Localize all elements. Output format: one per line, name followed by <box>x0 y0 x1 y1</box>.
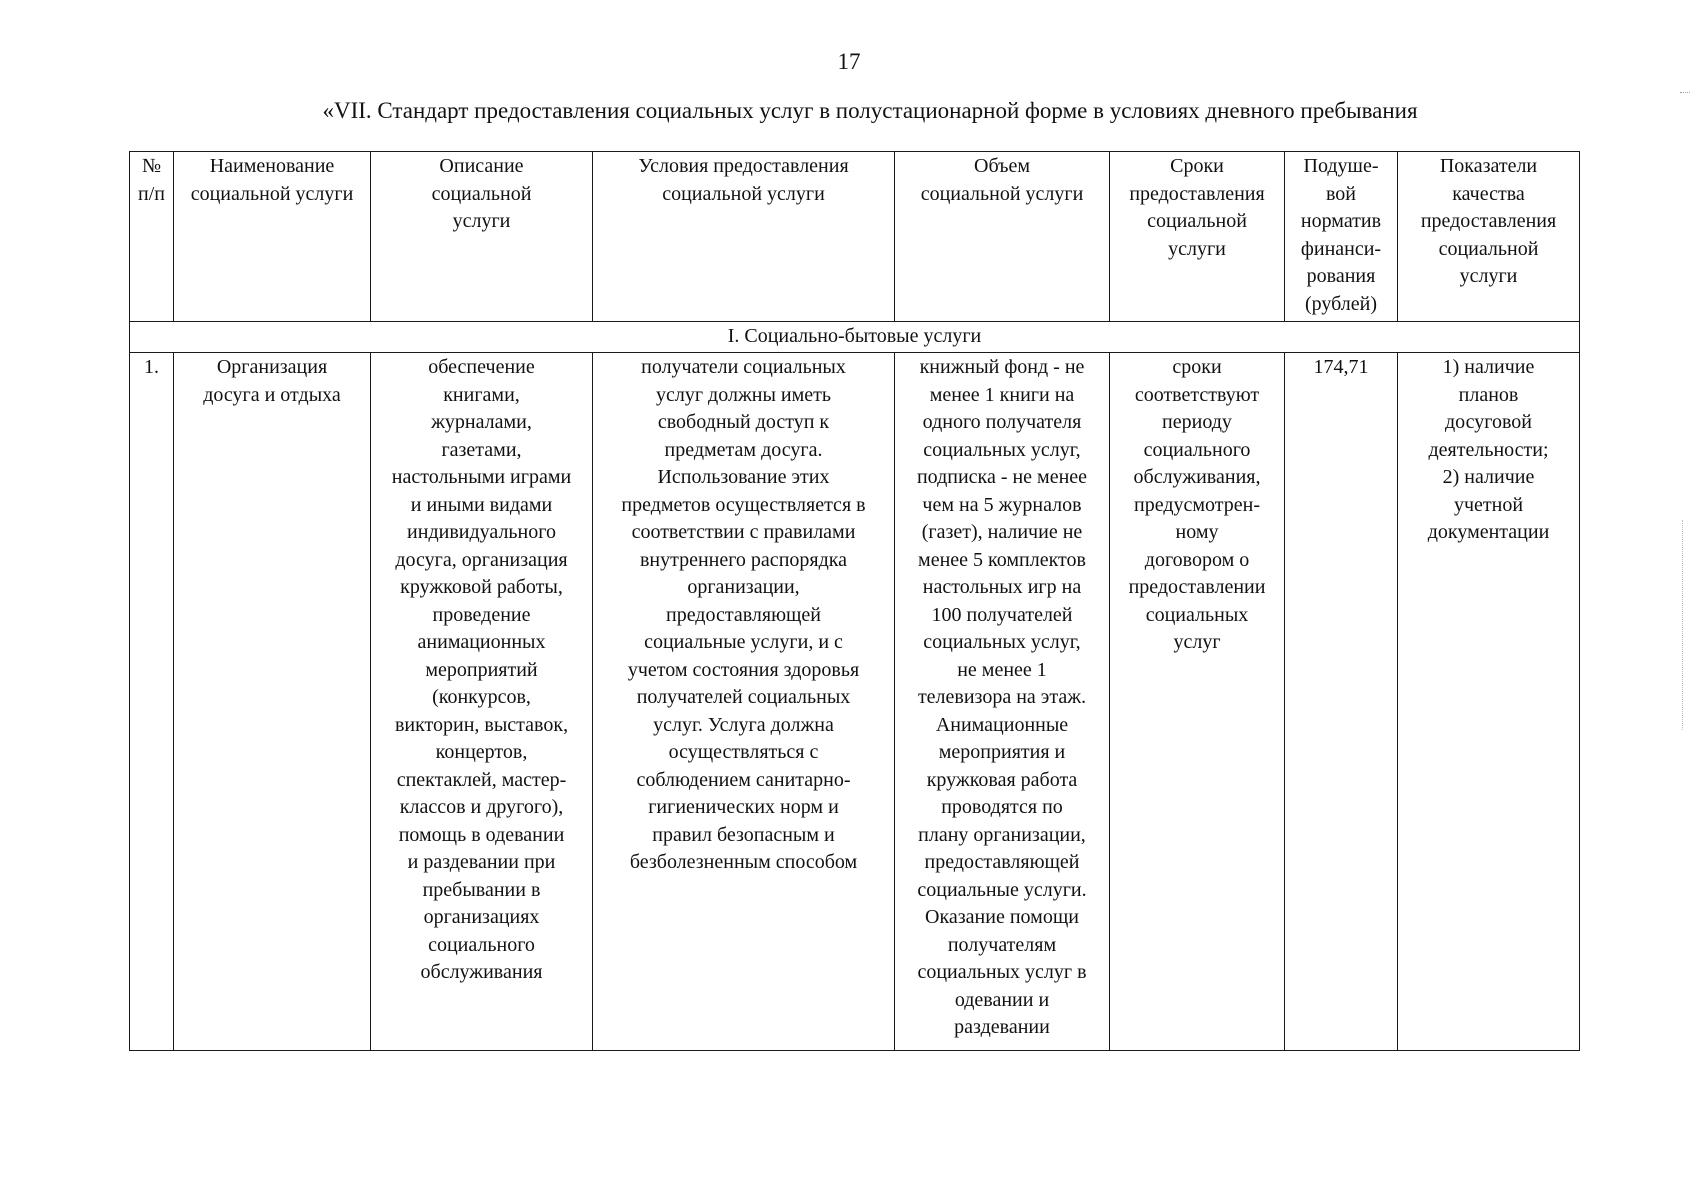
header-cell-number: № п/п <box>130 152 174 322</box>
section-title: I. Социально-бытовые услуги <box>130 322 1580 353</box>
header-cell-terms: Сроки предоставления социальной услуги <box>1110 152 1285 322</box>
table-header-row <box>130 152 1580 322</box>
page-number: 17 <box>837 49 861 74</box>
social-services-standard-table <box>129 151 1580 1051</box>
header-cell-description: Описание социальной услуги <box>371 152 593 322</box>
scan-edge-mark <box>1680 92 1690 99</box>
header-cell-quality-indicators: Показатели качества предоставления социальной услуги <box>1398 152 1580 322</box>
header-cell-volume: Объем социальной услуги <box>895 152 1110 322</box>
table-row <box>130 353 1580 1051</box>
row-number: 1. <box>130 353 174 1051</box>
header-cell-service-name: Наименование социальной услуги <box>174 152 371 322</box>
row-quality-indicators: 1) наличие планов досуговой деятельности; 2) наличие учетной документации <box>1398 353 1580 1051</box>
scan-edge-artifact <box>1682 520 1689 730</box>
row-description: обеспечение книгами, журналами, газетами, настольными играми и иными видами индивидуального досуга, организация кружковой работы, проведение анимационных мероприятий (конкурсов, викторин, выставок, концертов, спектаклей, мастер- классов и другого), помощь в одевании и раздевании при пребывании в организациях социального обслуживания <box>371 353 593 1051</box>
header-cell-per-capita-norm: Подуше- вой норматив финанси- рования (рублей) <box>1285 152 1398 322</box>
header-cell-conditions: Условия предоставления социальной услуги <box>593 152 895 322</box>
row-per-capita-norm: 174,71 <box>1285 353 1398 1051</box>
row-terms: сроки соответствуют периоду социального обслуживания, предусмотрен- ному договором о предоставлении социальных услуг <box>1110 353 1285 1051</box>
row-conditions: получатели социальных услуг должны иметь свободный доступ к предметам досуга. Использование этих предметов осуществляется в соответствии с правилами внутреннего распорядка организации, предоставляющей социальные услуги, и с учетом состояния здоровья получателей социальных услуг. Услуга должна осуществляться с соблюдением санитарно- гигиенических норм и правил безопасным и безболезненным способом <box>593 353 895 1051</box>
section-row <box>130 322 1580 353</box>
row-service-name: Организация досуга и отдыха <box>174 353 371 1051</box>
document-title: «VII. Стандарт предоставления социальных услуг в полустационарной форме в условиях дневного пребывания <box>322 98 1418 123</box>
row-volume: книжный фонд - не менее 1 книги на одного получателя социальных услуг, подписка - не менее чем на 5 журналов (газет), наличие не менее 5 комплектов настольных игр на 100 получателей социальных услуг, не менее 1 телевизора на этаж. Анимационные мероприятия и кружковая работа проводятся по плану организации, предоставляющей социальные услуги. Оказание помощи получателям социальных услуг в одевании и раздевании <box>895 353 1110 1051</box>
